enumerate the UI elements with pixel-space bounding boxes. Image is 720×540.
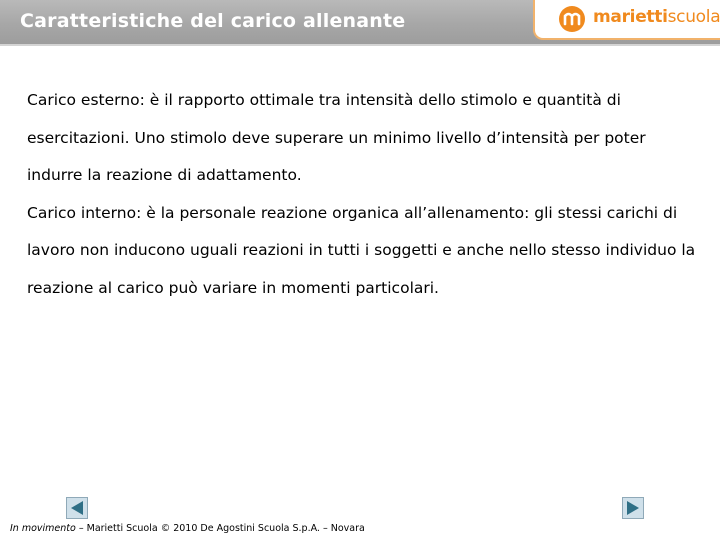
next-slide-button[interactable] (622, 497, 644, 519)
publisher-logo (533, 0, 720, 40)
marietti-logo-icon (559, 6, 585, 32)
definition-carico-interno: : è la personale reazione organica all’allenamento: gli stessi carichi di lavoro non inducono uguali reazioni in tutti i soggetti e anche nello stesso individuo la reazione al carico può variare in momenti particolari. (27, 203, 696, 297)
definition-carico-esterno: : è il rapporto ottimale tra intensità dello stimolo e quantità di esercitazioni. Uno stimolo deve superare un minimo livello d’intensità per poter indurre la reazione di adattamento. (27, 91, 646, 184)
triangle-right-icon (623, 498, 643, 518)
slide-header (0, 0, 720, 44)
header-divider (0, 44, 720, 46)
footer-book-title: In movimento (10, 523, 76, 534)
paragraph-carico-esterno (27, 82, 699, 195)
footer-credits (10, 523, 365, 534)
logo-brand-light: scuola (667, 7, 720, 27)
term-carico-interno: Carico interno (27, 203, 137, 222)
paragraph-carico-interno (27, 195, 699, 308)
term-carico-esterno: Carico esterno (27, 91, 140, 109)
footer-copyright: – Marietti Scuola © 2010 De Agostini Scuola S.p.A. – Novara (75, 523, 365, 534)
triangle-left-icon (67, 498, 87, 518)
logo-wordmark (593, 7, 720, 27)
slide-body (27, 82, 699, 307)
logo-brand-bold: marietti (593, 7, 668, 27)
previous-slide-button[interactable] (66, 497, 88, 519)
slide-title: Caratteristiche del carico allenante (20, 10, 406, 32)
